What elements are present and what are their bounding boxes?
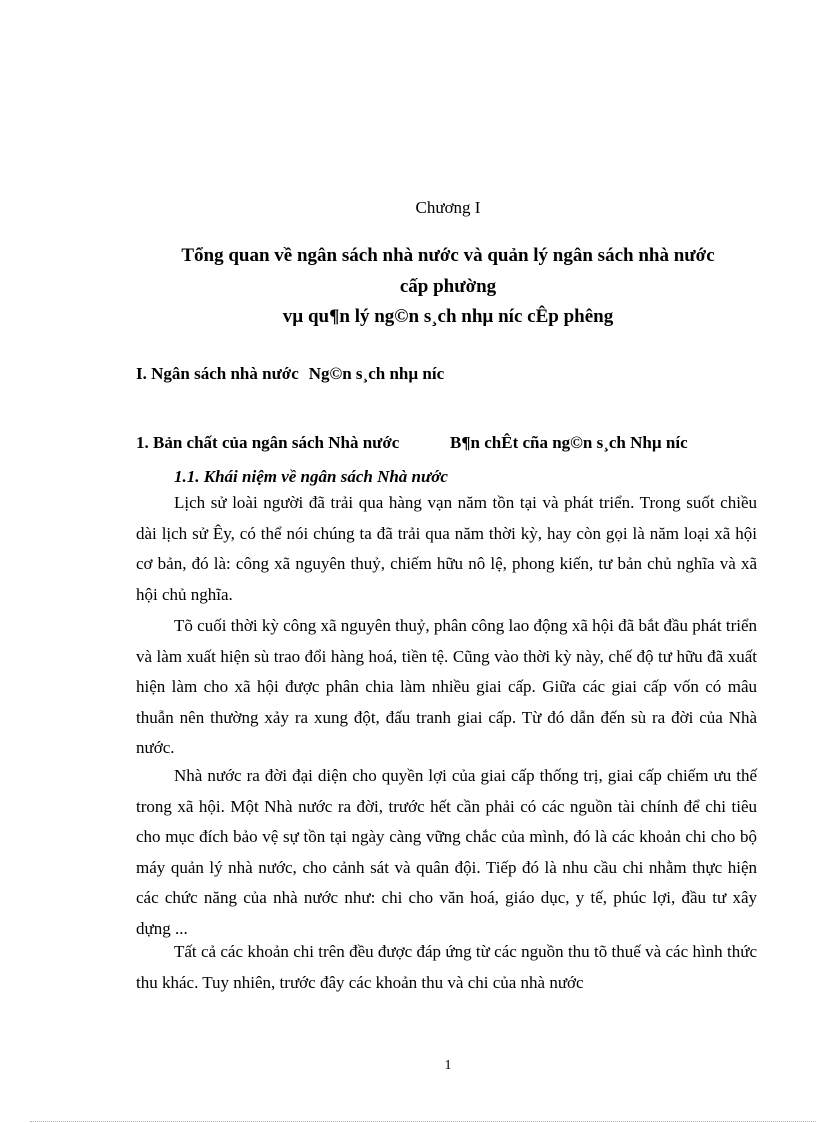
chapter-title-line-2: cấp phường: [399, 276, 497, 297]
section-heading: [136, 364, 444, 384]
page-number: 1: [444, 1058, 452, 1073]
body-paragraph-3: Nhà nước ra đời đại diện cho quyền lợi của giai cấp thống trị, giai cấp chiếm ưu thế trong xã hội. Một Nhà nước ra đời, trước hết cần phải có các nguồn tài chính để chi tiêu cho mục đích bảo vệ sự tồn tại ngày càng vững chắc của mình, đó là các khoản chi cho bộ máy quản lý nhà nước, cho cảnh sát và quân đội. Tiếp đó là nhu cầu chi nhằm thực hiện các chức năng của nhà nước như: chi cho văn hoá, giáo dục, y tế, phúc lợi, đầu tư xây dựng ...: [136, 766, 757, 938]
subsection-heading-garbled: B¶n chÊt cña ng©n s¸ch Nhµ níc: [450, 433, 688, 452]
body-paragraph-1: Lịch sử loài người đã trải qua hàng vạn năm tồn tại và phát triển. Trong suốt chiều dài lịch sử Êy, có thể nói chúng ta đã trải qua năm thời kỳ, hay còn gọi là năm loại xã hội cơ bản, đó là: công xã nguyên thuỷ, chiếm hữu nô lệ, phong kiến, tư bản chủ nghĩa và xã hội chủ nghĩa.: [136, 493, 757, 604]
chapter-label: Chương I: [415, 198, 481, 217]
subsection-heading-text: 1. Bản chất của ngân sách Nhà nước: [136, 433, 400, 452]
chapter-title-line-1: Tổng quan về ngân sách nhà nước và quản lý ngân sách nhà nước: [181, 245, 715, 266]
subsubsection-heading: 1.1. Khái niệm về ngân sách Nhà nước: [174, 467, 448, 486]
chapter-title-line-3-garbled: vµ qu¶n lý ng©n s¸ch nhµ níc cÊp phêng: [282, 306, 614, 327]
section-heading-garbled: Ng©n s¸ch nhµ níc: [308, 364, 445, 383]
body-paragraph-4: Tất cả các khoản chi trên đều được đáp ứng từ các nguồn thu tõ thuế và các hình thức thu khác. Tuy nhiên, trước đây các khoản thu và chi của nhà nước: [136, 942, 757, 992]
section-heading-text: I. Ngân sách nhà nước: [136, 364, 299, 383]
page-bottom-divider: [30, 1121, 816, 1122]
subsection-heading: [136, 433, 688, 453]
body-paragraph-2: Tõ cuối thời kỳ công xã nguyên thuỷ, phân công lao động xã hội đã bắt đầu phát triển và làm xuất hiện sù trao đổi hàng hoá, tiền tệ. Cũng vào thời kỳ này, chế độ tư hữu đã xuất hiện làm cho xã hội được phân chia làm nhiều giai cấp. Giữa các giai cấp vốn có mâu thuẫn nên thường xảy ra xung đột, đấu tranh giai cấp. Từ đó dẫn đến sù ra đời của Nhà nước.: [136, 616, 757, 757]
